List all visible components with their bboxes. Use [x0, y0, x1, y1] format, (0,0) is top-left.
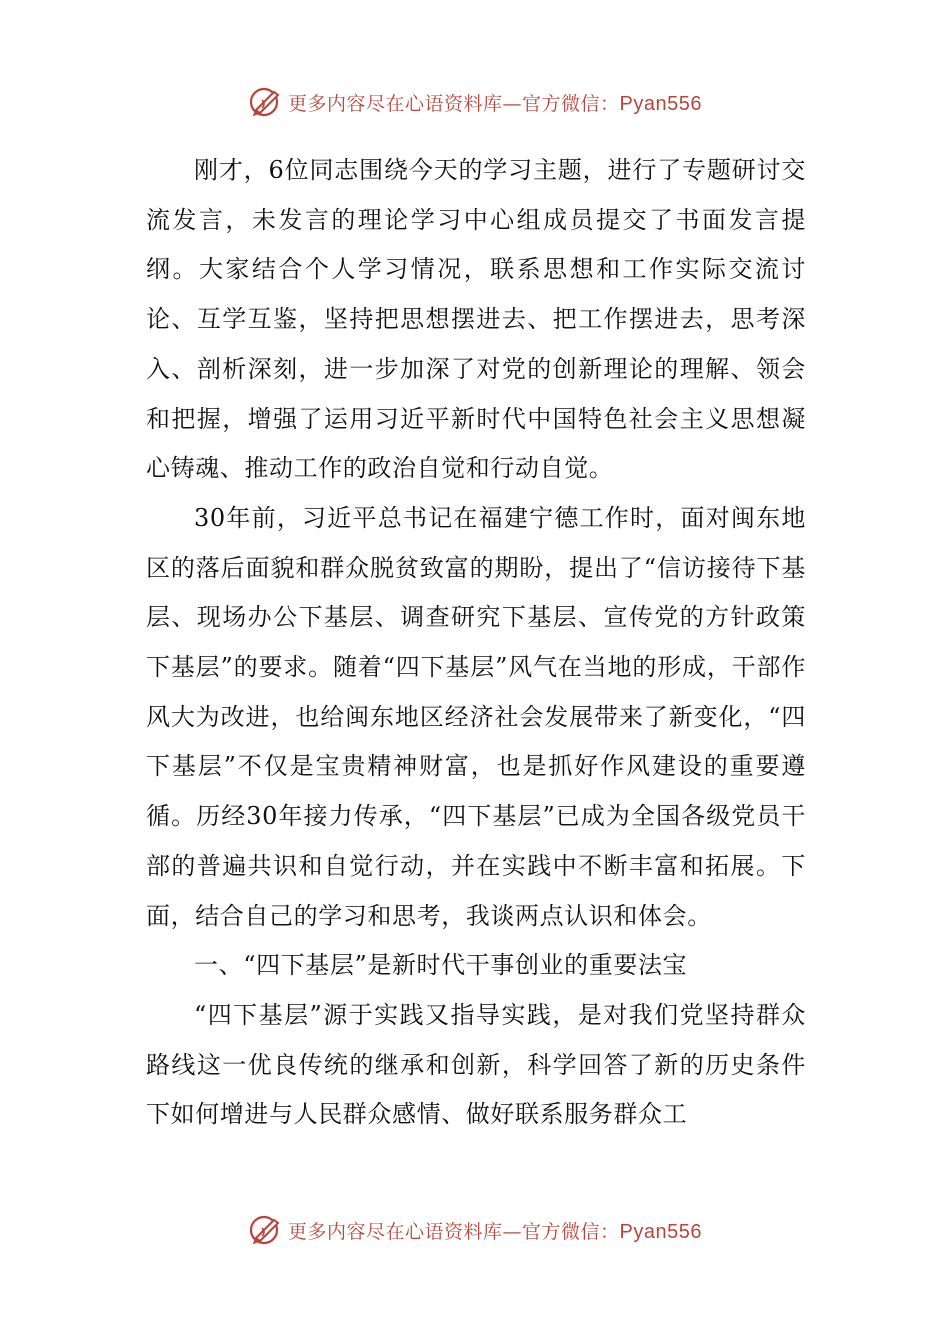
header-banner-text-cn: 更多内容尽在心语资料库—官方微信：: [288, 92, 620, 115]
section-paragraph: “四下基层”源于实践又指导实践，是对我们党坚持群众路线这一优良传统的继承和创新，科学回答了新的历史条件下如何增进与人民群众感情、做好联系服务群众工: [146, 1000, 806, 1129]
section-heading: 一、“四下基层”是新时代干事创业的重要法宝: [194, 951, 688, 980]
header-banner-text: [288, 89, 702, 116]
header-banner: [0, 80, 950, 124]
footer-banner-text: [288, 1217, 702, 1244]
footer-banner-wechat-id: Pyan556: [619, 1220, 702, 1243]
body-paragraph-2: 30年前，习近平总书记在福建宁德工作时，面对闽东地区的落后面貌和群众脱贫致富的期盼，提出了“信访接待下基层、现场办公下基层、调查研究下基层、宣传党的方针政策下基层”的要求。随着“四下基层”风气在当地的形成，干部作风大为改进，也给闽东地区经济社会发展带来了新变化，“四下基层”不仅是宝贵精神财富，也是抓好作风建设的重要遵循。历经30年接力传承，“四下基层”已成为全国各级党员干部的普遍共识和自觉行动，并在实践中不断丰富和拓展。下面，结合自己的学习和思考，我谈两点认识和体会。: [146, 503, 806, 930]
body-paragraph-1: 刚才，6位同志围绕今天的学习主题，进行了专题研讨交流发言，未发言的理论学习中心组成员提交了书面发言提纲。大家结合个人学习情况，联系思想和工作实际交流讨论、互学互鉴，坚持把思想摆进去、把工作摆进去，思考深入、剖析深刻，进一步加深了对党的创新理论的理解、领会和把握，增强了运用习近平新时代中国特色社会主义思想凝心铸魂、推动工作的政治自觉和行动自觉。: [146, 156, 806, 483]
document-body: [146, 146, 806, 1140]
footer-banner: [0, 1208, 950, 1252]
footer-banner-text-cn: 更多内容尽在心语资料库—官方微信：: [288, 1220, 620, 1243]
pen-nib-logo-icon: [248, 1212, 284, 1248]
header-banner-wechat-id: Pyan556: [619, 92, 702, 115]
pen-nib-logo-icon: [248, 84, 284, 120]
